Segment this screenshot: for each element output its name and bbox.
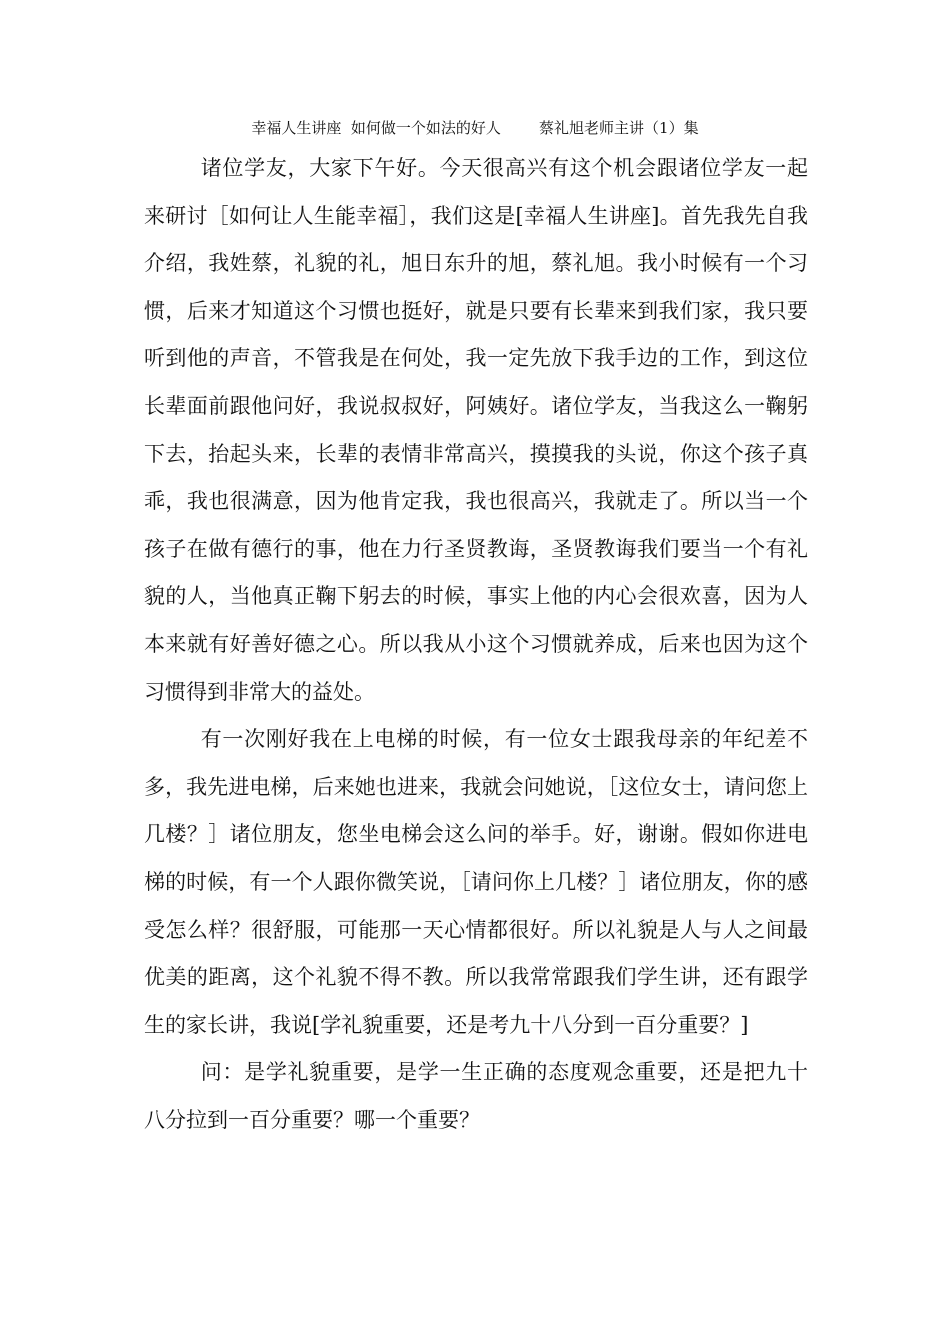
paragraph-2: 有一次刚好我在上电梯的时候，有一位女士跟我母亲的年纪差不多，我先进电梯，后来她也进来，我就会问她说，［这位女士，请问您上几楼？］诸位朋友，您坐电梯会这么问的举手。好，谢谢。假如你进电梯的时候，有一个人跟你微笑说，［请问你上几楼？］诸位朋友，你的感受怎么样？很舒服，可能那一天心情都很好。所以礼貌是人与人之间最优美的距离，这个礼貌不得不教。所以我常常跟我们学生讲，还有跟学生的家长讲，我说[学礼貌重要，还是考九十八分到一百分重要？] [144,727,808,1037]
paragraph-3: 问：是学礼貌重要，是学一生正确的态度观念重要，还是把九十八分拉到一百分重要？哪一个重要？ [144,1060,808,1132]
document-body [144,145,808,1144]
page-header: 幸福人生讲座 如何做一个如法的好人 蔡礼旭老师主讲（1）集 [251,119,699,137]
paragraph-1: 诸位学友，大家下午好。今天很高兴有这个机会跟诸位学友一起来研讨［如何让人生能幸福］，我们这是[幸福人生讲座]。首先我先自我介绍，我姓蔡，礼貌的礼，旭日东升的旭，蔡礼旭。我小时候有一个习惯，后来才知道这个习惯也挺好，就是只要有长辈来到我们家，我只要听到他的声音，不管我是在何处，我一定先放下我手边的工作，到这位长辈面前跟他问好，我说叔叔好，阿姨好。诸位学友，当我这么一鞠躬下去，抬起头来，长辈的表情非常高兴，摸摸我的头说，你这个孩子真乖，我也很满意，因为他肯定我，我也很高兴，我就走了。所以当一个孩子在做有德行的事，他在力行圣贤教诲，圣贤教诲我们要当一个有礼貌的人，当他真正鞠下躬去的时候，事实上他的内心会很欢喜，因为人本来就有好善好德之心。所以我从小这个习惯就养成，后来也因为这个习惯得到非常大的益处。 [144,156,808,704]
